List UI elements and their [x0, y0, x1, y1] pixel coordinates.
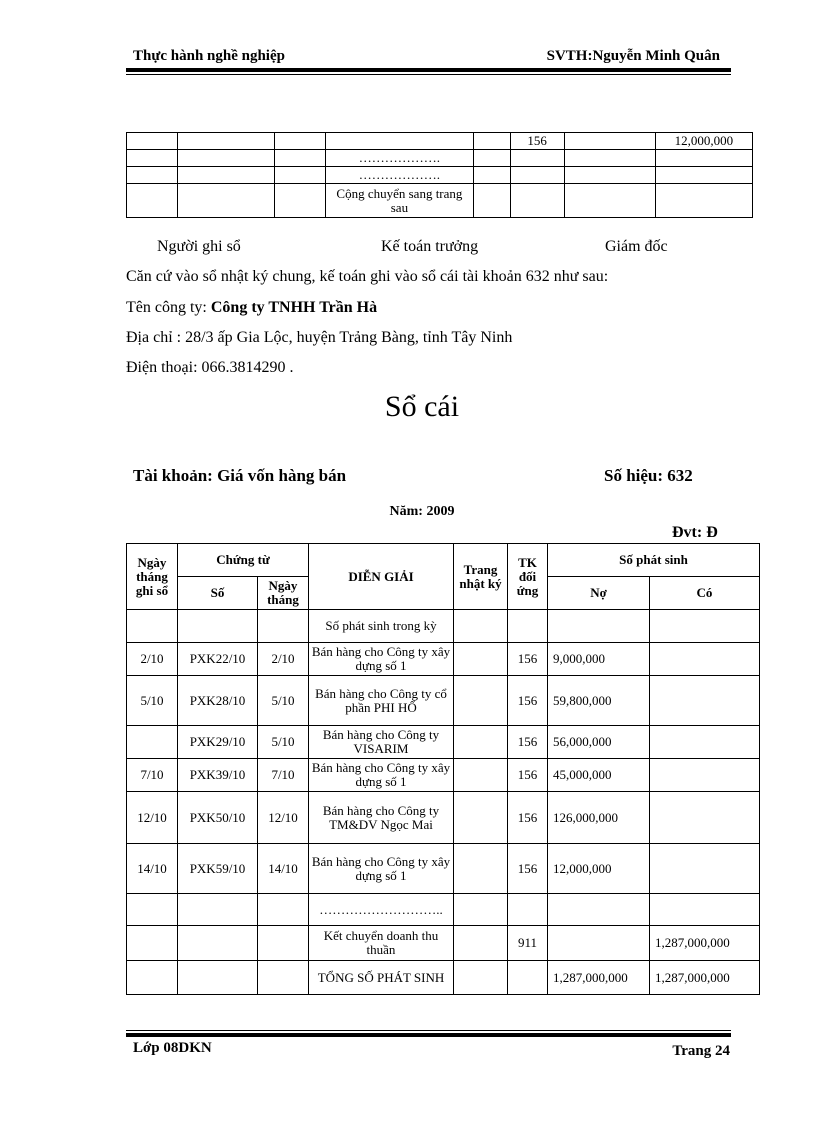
ledger-cell: 7/10: [127, 759, 178, 792]
ledger-cell: 14/10: [127, 844, 178, 894]
ledger-row: [127, 759, 760, 792]
ledger-cell: 5/10: [258, 726, 309, 759]
continuation-cell: [275, 133, 326, 150]
ledger-cell: Bán hàng cho Công ty xây dựng số 1: [309, 759, 454, 792]
ledger-cell: [650, 610, 760, 643]
ledger-cell: 12/10: [127, 792, 178, 844]
ledger-cell: [178, 610, 258, 643]
ledger-cell: Kết chuyển doanh thu thuần: [309, 926, 454, 961]
ledger-cell: [258, 610, 309, 643]
ledger-cell: 12/10: [258, 792, 309, 844]
col-header-journal-page: Trang nhật ký: [454, 544, 508, 610]
ledger-cell: [258, 961, 309, 995]
col-header-voucher-no: Số: [178, 577, 258, 610]
ledger-cell: 45,000,000: [548, 759, 650, 792]
continuation-cell: [473, 150, 510, 167]
ledger-cell: [548, 610, 650, 643]
footer-rule-thick: [126, 1033, 731, 1037]
header-rule-thick: [126, 68, 731, 72]
ledger-cell: Bán hàng cho Công ty xây dựng số 1: [309, 844, 454, 894]
ledger-cell: 156: [508, 792, 548, 844]
ledger-row: [127, 894, 760, 926]
col-header-contra-account: TK đối ứng: [508, 544, 548, 610]
continuation-cell: [275, 167, 326, 184]
col-header-amount: Số phát sinh: [548, 544, 760, 577]
ledger-cell: [650, 844, 760, 894]
ledger-cell: TỔNG SỐ PHÁT SINH: [309, 961, 454, 995]
ledger-cell: Bán hàng cho Công ty VISARIM: [309, 726, 454, 759]
ledger-cell: [178, 926, 258, 961]
ledger-title: Sổ cái: [384, 390, 460, 423]
header-left-title: Thực hành nghề nghiệp: [133, 48, 285, 64]
ledger-cell: [650, 894, 760, 926]
header-rule-thin: [126, 74, 731, 75]
ledger-row: [127, 844, 760, 894]
ledger-cell: 56,000,000: [548, 726, 650, 759]
col-header-debit: Nợ: [548, 577, 650, 610]
continuation-cell: [473, 184, 510, 218]
ledger-cell: ………………………..: [309, 894, 454, 926]
ledger-cell: [258, 894, 309, 926]
ledger-cell: 2/10: [258, 643, 309, 676]
ledger-cell: [454, 643, 508, 676]
ledger-cell: [127, 894, 178, 926]
signature-director: Giám đốc: [605, 238, 668, 255]
continuation-cell: [127, 184, 178, 218]
col-header-voucher: Chứng từ: [178, 544, 309, 577]
continuation-cell: ……………….: [326, 167, 473, 184]
col-header-voucher-date: Ngày tháng: [258, 577, 309, 610]
footer-page-number: Trang 24: [672, 1043, 730, 1059]
ledger-cell: PXK50/10: [178, 792, 258, 844]
ledger-cell: [454, 844, 508, 894]
continuation-cell: [473, 167, 510, 184]
ledger-cell: [454, 759, 508, 792]
continuation-cell: [178, 167, 275, 184]
ledger-cell: [178, 961, 258, 995]
ledger-cell: 5/10: [127, 676, 178, 726]
continuation-cell: [655, 150, 752, 167]
continuation-cell: 156: [510, 133, 564, 150]
ledger-cell: PXK29/10: [178, 726, 258, 759]
ledger-cell: [127, 610, 178, 643]
ledger-cell: [454, 610, 508, 643]
ledger-cell: 156: [508, 726, 548, 759]
continuation-cell: [564, 150, 655, 167]
ledger-cell: [548, 894, 650, 926]
ledger-cell: 9,000,000: [548, 643, 650, 676]
ledger-cell: 5/10: [258, 676, 309, 726]
continuation-cell: ……………….: [326, 150, 473, 167]
ledger-cell: [650, 676, 760, 726]
continuation-cell: [564, 167, 655, 184]
continuation-cell: [655, 184, 752, 218]
header-student-name: SVTH:Nguyễn Minh Quân: [546, 48, 720, 64]
ledger-table: [126, 543, 760, 995]
col-header-description: DIỄN GIẢI: [309, 544, 454, 610]
ledger-cell: [454, 926, 508, 961]
ledger-cell: 156: [508, 676, 548, 726]
continuation-cell: [178, 184, 275, 218]
ledger-cell: [548, 926, 650, 961]
ledger-cell: [454, 961, 508, 995]
ledger-cell: [454, 894, 508, 926]
intro-text: Căn cứ vào sổ nhật ký chung, kế toán ghi vào sổ cái tài khoản 632 như sau:: [126, 268, 609, 285]
continuation-cell: [178, 150, 275, 167]
continuation-row: [127, 167, 753, 184]
ledger-cell: Bán hàng cho Công ty xây dựng số 1: [309, 643, 454, 676]
ledger-cell: [454, 676, 508, 726]
ledger-cell: 911: [508, 926, 548, 961]
address-line: Địa chỉ : 28/3 ấp Gia Lộc, huyện Trảng Bàng, tỉnh Tây Ninh: [126, 329, 513, 346]
ledger-cell: [178, 894, 258, 926]
ledger-row: [127, 676, 760, 726]
continuation-cell: [127, 150, 178, 167]
ledger-cell: 156: [508, 759, 548, 792]
phone-line: Điện thoại: 066.3814290 .: [126, 359, 294, 376]
ledger-cell: 156: [508, 643, 548, 676]
ledger-cell: 59,800,000: [548, 676, 650, 726]
ledger-cell: PXK39/10: [178, 759, 258, 792]
ledger-cell: [650, 792, 760, 844]
ledger-cell: 14/10: [258, 844, 309, 894]
currency-unit: Đvt: Đ: [672, 524, 718, 541]
footer-class: Lớp 08DKN: [133, 1040, 212, 1056]
continuation-table: [126, 132, 753, 218]
footer-rule-thin: [126, 1030, 731, 1031]
ledger-cell: 156: [508, 844, 548, 894]
ledger-cell: Số phát sinh trong kỳ: [309, 610, 454, 643]
ledger-cell: Bán hàng cho Công ty cổ phần PHI HỔ: [309, 676, 454, 726]
ledger-cell: [454, 726, 508, 759]
ledger-cell: [454, 792, 508, 844]
ledger-cell: 1,287,000,000: [548, 961, 650, 995]
ledger-cell: 1,287,000,000: [650, 926, 760, 961]
continuation-cell: [127, 167, 178, 184]
ledger-cell: 12,000,000: [548, 844, 650, 894]
ledger-year: Năm: 2009: [389, 504, 455, 519]
ledger-row: [127, 926, 760, 961]
continuation-cell: [510, 150, 564, 167]
ledger-row: [127, 610, 760, 643]
ledger-row: [127, 792, 760, 844]
ledger-cell: 7/10: [258, 759, 309, 792]
ledger-cell: [127, 726, 178, 759]
ledger-cell: [650, 759, 760, 792]
account-name: Tài khoản: Giá vốn hàng bán: [133, 466, 347, 485]
ledger-cell: PXK59/10: [178, 844, 258, 894]
ledger-cell: 126,000,000: [548, 792, 650, 844]
continuation-row: [127, 133, 753, 150]
signature-recorder: Người ghi sổ: [157, 238, 241, 255]
company-label: Tên công ty:: [126, 299, 211, 316]
continuation-cell: Cộng chuyển sang trang sau: [326, 184, 473, 218]
ledger-cell: [127, 961, 178, 995]
signature-chief-accountant: Kế toán trưởng: [381, 238, 479, 255]
ledger-cell: [508, 961, 548, 995]
continuation-cell: [510, 184, 564, 218]
ledger-cell: [650, 726, 760, 759]
ledger-row: [127, 643, 760, 676]
ledger-cell: 1,287,000,000: [650, 961, 760, 995]
ledger-row: [127, 726, 760, 759]
account-code: Số hiệu: 632: [604, 466, 693, 485]
continuation-cell: [326, 133, 473, 150]
continuation-cell: [564, 184, 655, 218]
continuation-row: [127, 150, 753, 167]
ledger-cell: [508, 610, 548, 643]
company-line: [126, 299, 377, 317]
continuation-cell: [127, 133, 178, 150]
ledger-cell: [650, 643, 760, 676]
continuation-row: [127, 184, 753, 218]
col-header-credit: Có: [650, 577, 760, 610]
ledger-cell: 2/10: [127, 643, 178, 676]
continuation-cell: [473, 133, 510, 150]
ledger-cell: PXK22/10: [178, 643, 258, 676]
continuation-cell: [275, 184, 326, 218]
continuation-cell: [275, 150, 326, 167]
col-header-date: Ngày tháng ghi sổ: [127, 544, 178, 610]
ledger-cell: Bán hàng cho Công ty TM&DV Ngọc Mai: [309, 792, 454, 844]
continuation-cell: [178, 133, 275, 150]
continuation-cell: 12,000,000: [655, 133, 752, 150]
company-name: Công ty TNHH Trần Hà: [210, 299, 378, 316]
ledger-cell: [127, 926, 178, 961]
ledger-row: [127, 961, 760, 995]
continuation-cell: [564, 133, 655, 150]
ledger-cell: [508, 894, 548, 926]
continuation-cell: [510, 167, 564, 184]
ledger-cell: [258, 926, 309, 961]
continuation-cell: [655, 167, 752, 184]
ledger-cell: PXK28/10: [178, 676, 258, 726]
